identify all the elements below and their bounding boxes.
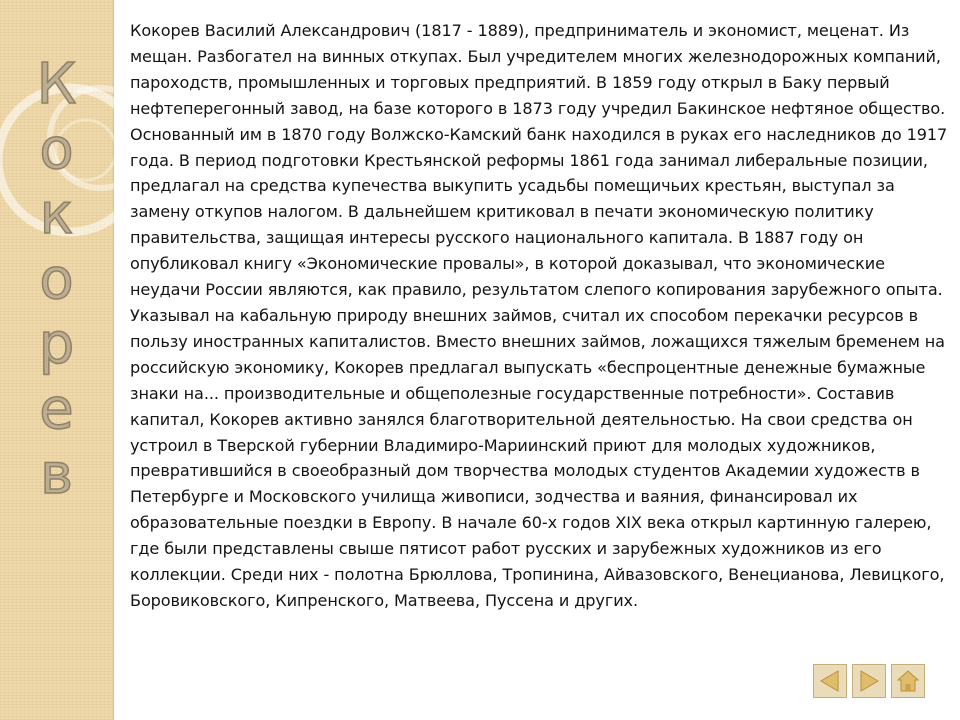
next-slide-button[interactable] <box>852 664 886 698</box>
home-button[interactable] <box>891 664 925 698</box>
title-letter: к <box>39 182 74 247</box>
arrow-left-icon <box>817 668 843 694</box>
title-letter: о <box>39 117 74 182</box>
previous-slide-button[interactable] <box>813 664 847 698</box>
home-icon <box>895 668 921 694</box>
arrow-right-icon <box>856 668 882 694</box>
navigation-bar <box>813 664 925 698</box>
title-letter: в <box>39 442 73 507</box>
title-letter: о <box>39 247 74 312</box>
title-letter: р <box>38 312 75 377</box>
title-letter: е <box>39 377 74 442</box>
title-letter: К <box>36 52 77 117</box>
vertical-title <box>0 52 113 507</box>
biography-text: Кокорев Василий Александрович (1817 - 1889), предприниматель и экономист, меценат. Из мещан. Разбогател на винных откупах. Был учредителем многих железнодорожных компаний, пароходств, промышленных и торговых предприятий. В 1859 году открыл в Баку первый нефтеперегонный завод, на базе которого в 1873 году учредил Бакинское нефтяное общество. Основанный им в 1870 году Волжско-Камский банк находился в руках его наследников до 1917 года. В период подготовки Крестьянской реформы 1861 года занимал либеральные позиции, предлагал на средства купечества выкупить усадьбы помещичьих крестьян, выступал за замену откупов налогом. В дальнейшем критиковал в печати экономическую политику правительства, защищая интересы русского национального капитала. В 1887 году он опубликовал книгу «Экономические провалы», в которой доказывал, что экономические неудачи России являются, как правило, результатом слепого копирования зарубежного опыта. Указывал на кабальную природу внешних займов, считал их способом перекачки ресурсов в пользу иностранных капиталистов. Вместо внешних займов, ложащихся тяжелым бременем на российскую экономику, Кокорев предлагал выпускать «беспроцентные денежные бумажные знаки на... производительные и общеполезные государственные потребности». Составив капитал, Кокорев активно занялся благотворительной деятельностью. На свои средства он устроил в Тверской губернии Владимиро-Мариинский приют для молодых художников, превратившийся в своеобразный дом творчества молодых студентов Академии художеств в Петербурге и Московского училища живописи, зодчества и ваяния, финансировал их образовательные поездки в Европу. В начале 60-х годов XIX века открыл картинную галерею, где были представлены свыше пятисот работ русских и зарубежных художников из его коллекции. Среди них - полотна Брюллова, Тропинина, Айвазовского, Венецианова, Левицкого, Боровиковского, Кипренского, Матвеева, Пуссена и других. <box>130 21 948 610</box>
